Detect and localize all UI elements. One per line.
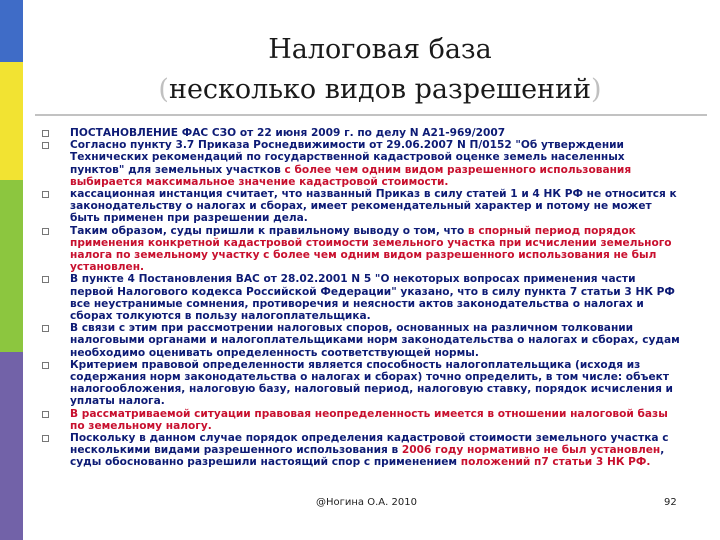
square-bullet-icon [42, 362, 49, 369]
square-bullet-icon [42, 142, 49, 149]
slide-subtitle: несколько видов разрешений [168, 74, 592, 105]
highlighted-text: положений п7 статьи 3 НК РФ. [460, 456, 651, 469]
body-text: В связи с этим при рассмотрении налоговых споров, основанных на различном толковании налоговыми органами и налогоплательщиками норм законодательства о налогах и сборах, судам необходимо оценивать определенность соответствующей нормы. [70, 322, 680, 359]
body-text: Согласно пункту 3.7 Приказа Роснедвижимости от 29.06.2007 N П/0152 "Об утверждении Технических рекомендаций по государственной кадастровой оценке земель населенных пунктов" для земельных участков [70, 139, 625, 176]
bullet-item [42, 432, 682, 469]
slide-title-line1: Налоговая база [268, 34, 492, 65]
body-text: Поскольку в данном случае порядок определения кадастровой стоимости земельного участка с несколькими видами разрешенного использования в [70, 432, 669, 457]
square-bullet-icon [42, 130, 49, 137]
square-bullet-icon [42, 325, 49, 332]
square-bullet-icon [42, 276, 49, 283]
square-bullet-icon [42, 411, 49, 418]
page-number: 92 [664, 497, 677, 508]
sidebar-stripe-yellow [0, 62, 23, 180]
slide-title [40, 30, 720, 110]
body-text: Таким образом, суды пришли к правильному выводу о том, что [70, 224, 468, 237]
slide-title-line2 [40, 70, 720, 110]
title-paren-close: ) [591, 74, 602, 105]
bullet-item [42, 225, 682, 274]
body-text: ПОСТАНОВЛЕНИЕ ФАС СЗО от 22 июня 2009 г. по делу N А21-969/2007 [70, 127, 506, 139]
bullet-item [42, 408, 682, 432]
highlighted-text: В рассматриваемой ситуации правовая неопределенность имеется в отношении налоговой базы по земельному налогу. [70, 407, 668, 432]
highlighted-text: в спорный период порядок применения конкретной кадастровой стоимости земельного участка при исчислении земельного налога по земельному участку с более чем одним видом разрешенного использования не был установлен. [70, 224, 672, 274]
square-bullet-icon [42, 228, 49, 235]
bullet-list [42, 127, 682, 469]
sidebar-stripe-purple [0, 352, 23, 540]
body-text: , суды обоснованно разрешили настоящий спор с применением [70, 444, 665, 469]
square-bullet-icon [42, 191, 49, 198]
body-text: кассационная инстанция считает, что названный Приказ в силу статей 1 и 4 НК РФ не относится к законодательству о налогах и сборах, имеет рекомендательный характер и потому не может быть применен при разрешении дела. [70, 188, 677, 225]
sidebar-stripe-blue [0, 0, 23, 62]
bullet-item [42, 322, 682, 359]
square-bullet-icon [42, 435, 49, 442]
footer-author: @Ногина О.А. 2010 [316, 497, 417, 508]
highlighted-text: с более чем одним видом разрешенного использования выбирается максимальное значение кадастровой стоимости. [70, 163, 632, 188]
bullet-item [42, 127, 682, 139]
bullet-item [42, 188, 682, 225]
body-text: В пункте 4 Постановления ВАС от 28.02.2001 N 5 "О некоторых вопросах применения части первой Налогового кодекса Российской Федерации" указано, что в силу пункта 7 статьи 3 НК РФ все неустранимые сомнения, противоречия и неясности актов законодательства о налогах и сборах толкуются в пользу налогоплательщика. [70, 273, 675, 323]
title-paren-open: ( [158, 74, 169, 105]
bullet-item [42, 359, 682, 408]
body-text: Критерием правовой определенности является способность налогоплательщика (исходя из содержания норм законодательства о налогах и сборах) точно определить, в том числе: объект налогообложения, налоговую базу, налоговый период, налоговую ставку, порядок исчисления и уплаты налога. [70, 358, 673, 408]
bullet-item [42, 139, 682, 188]
bullet-item [42, 273, 682, 322]
sidebar-stripe-green [0, 180, 23, 352]
title-divider [35, 114, 707, 116]
highlighted-text: 2006 году нормативно не был установлен [401, 444, 661, 457]
